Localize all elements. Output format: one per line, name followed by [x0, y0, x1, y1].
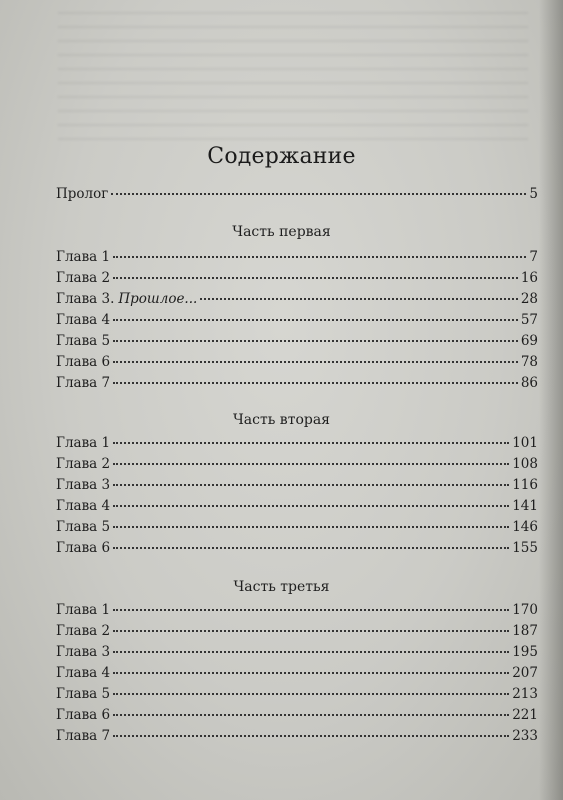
toc-entry-page: 195	[512, 644, 538, 660]
toc-entry-label: Глава 5	[56, 519, 111, 535]
toc-entry-page: 28	[520, 291, 538, 307]
toc-entry-title: Прошлое...	[118, 291, 198, 307]
toc-entry-label: Глава 2	[56, 623, 111, 639]
dot-leader	[113, 651, 509, 653]
dot-leader	[113, 463, 509, 465]
toc-entry	[56, 498, 538, 519]
toc-entry-page: 146	[512, 519, 538, 535]
toc-entry-page: 108	[512, 456, 538, 472]
toc-entry	[56, 270, 538, 291]
toc-entry	[56, 312, 538, 333]
dot-leader	[111, 193, 526, 195]
toc-entry-page: 78	[520, 354, 538, 370]
dot-leader	[113, 714, 509, 716]
toc-entry	[56, 707, 538, 728]
toc-entry-label: Глава 4	[56, 665, 111, 681]
toc-entry-page: 101	[512, 435, 538, 451]
toc-entry-page: 7	[529, 249, 538, 265]
toc-entry-label: Глава 2	[56, 456, 111, 472]
toc-entry-page: 213	[512, 686, 538, 702]
toc-entry-page: 233	[512, 728, 538, 744]
dot-leader	[113, 256, 526, 258]
dot-leader	[113, 484, 509, 486]
toc-entry-page: 141	[512, 498, 538, 514]
toc-entry-label: Глава 1	[56, 602, 111, 618]
toc-entry-page: 187	[512, 623, 538, 639]
toc-entry	[56, 249, 538, 270]
toc-entry-label: Глава 5	[56, 333, 111, 349]
dot-leader	[113, 340, 518, 342]
toc-entry	[56, 435, 538, 456]
dot-leader	[113, 735, 509, 737]
toc-entry	[56, 644, 538, 665]
toc-entry-page: 207	[512, 665, 538, 681]
dot-leader	[113, 319, 518, 321]
toc-entry	[56, 540, 538, 561]
toc-entry-label: Глава 3.	[56, 291, 115, 307]
toc-entry-page: 16	[520, 270, 538, 286]
dot-leader	[113, 672, 509, 674]
toc-entry	[56, 519, 538, 540]
dot-leader	[113, 442, 509, 444]
dot-leader	[113, 630, 509, 632]
dot-leader	[113, 693, 509, 695]
dot-leader	[113, 609, 509, 611]
toc-entry-label: Пролог	[56, 186, 109, 202]
part-heading-1: Часть первая	[232, 224, 331, 240]
toc-entry-page: 86	[520, 375, 538, 391]
toc-entry-label: Глава 2	[56, 270, 111, 286]
toc-entry-label: Глава 6	[56, 354, 111, 370]
toc-entry-page: 116	[512, 477, 538, 493]
toc-entry-label: Глава 1	[56, 435, 111, 451]
toc-entry-page: 57	[520, 312, 538, 328]
toc-entry-label: Глава 7	[56, 375, 111, 391]
part-heading-2: Часть вторая	[232, 412, 331, 428]
page-title: Содержание	[207, 144, 356, 169]
toc-entry	[56, 375, 538, 396]
toc-entry-prologue	[56, 186, 538, 207]
toc-entry-page: 5	[529, 186, 538, 202]
toc-entry-label: Глава 6	[56, 540, 111, 556]
toc-entry-label: Глава 5	[56, 686, 111, 702]
toc-entry-page: 221	[512, 707, 538, 723]
toc-entry	[56, 291, 538, 312]
toc-entry	[56, 728, 538, 749]
dot-leader	[113, 547, 509, 549]
dot-leader	[113, 382, 518, 384]
toc-entry-label: Глава 3	[56, 644, 111, 660]
toc-entry-label: Глава 4	[56, 312, 111, 328]
toc-entry	[56, 333, 538, 354]
toc-entry-page: 170	[512, 602, 538, 618]
toc-entry	[56, 354, 538, 375]
toc-entry-label: Глава 4	[56, 498, 111, 514]
toc-entry	[56, 456, 538, 477]
dot-leader	[113, 277, 518, 279]
toc-entry-label: Глава 1	[56, 249, 111, 265]
toc-entry	[56, 665, 538, 686]
toc-entry-label: Глава 7	[56, 728, 111, 744]
toc-entry-page: 69	[520, 333, 538, 349]
toc-entry	[56, 686, 538, 707]
bleed-through-text	[58, 12, 528, 142]
toc-entry	[56, 477, 538, 498]
dot-leader	[113, 361, 518, 363]
toc-entry-page: 155	[512, 540, 538, 556]
toc-entry-label: Глава 3	[56, 477, 111, 493]
dot-leader	[113, 526, 509, 528]
toc-entry-label: Глава 6	[56, 707, 111, 723]
dot-leader	[113, 505, 509, 507]
part-heading-3: Часть третья	[233, 579, 330, 595]
toc-entry	[56, 602, 538, 623]
toc-entry	[56, 623, 538, 644]
dot-leader	[200, 298, 518, 300]
